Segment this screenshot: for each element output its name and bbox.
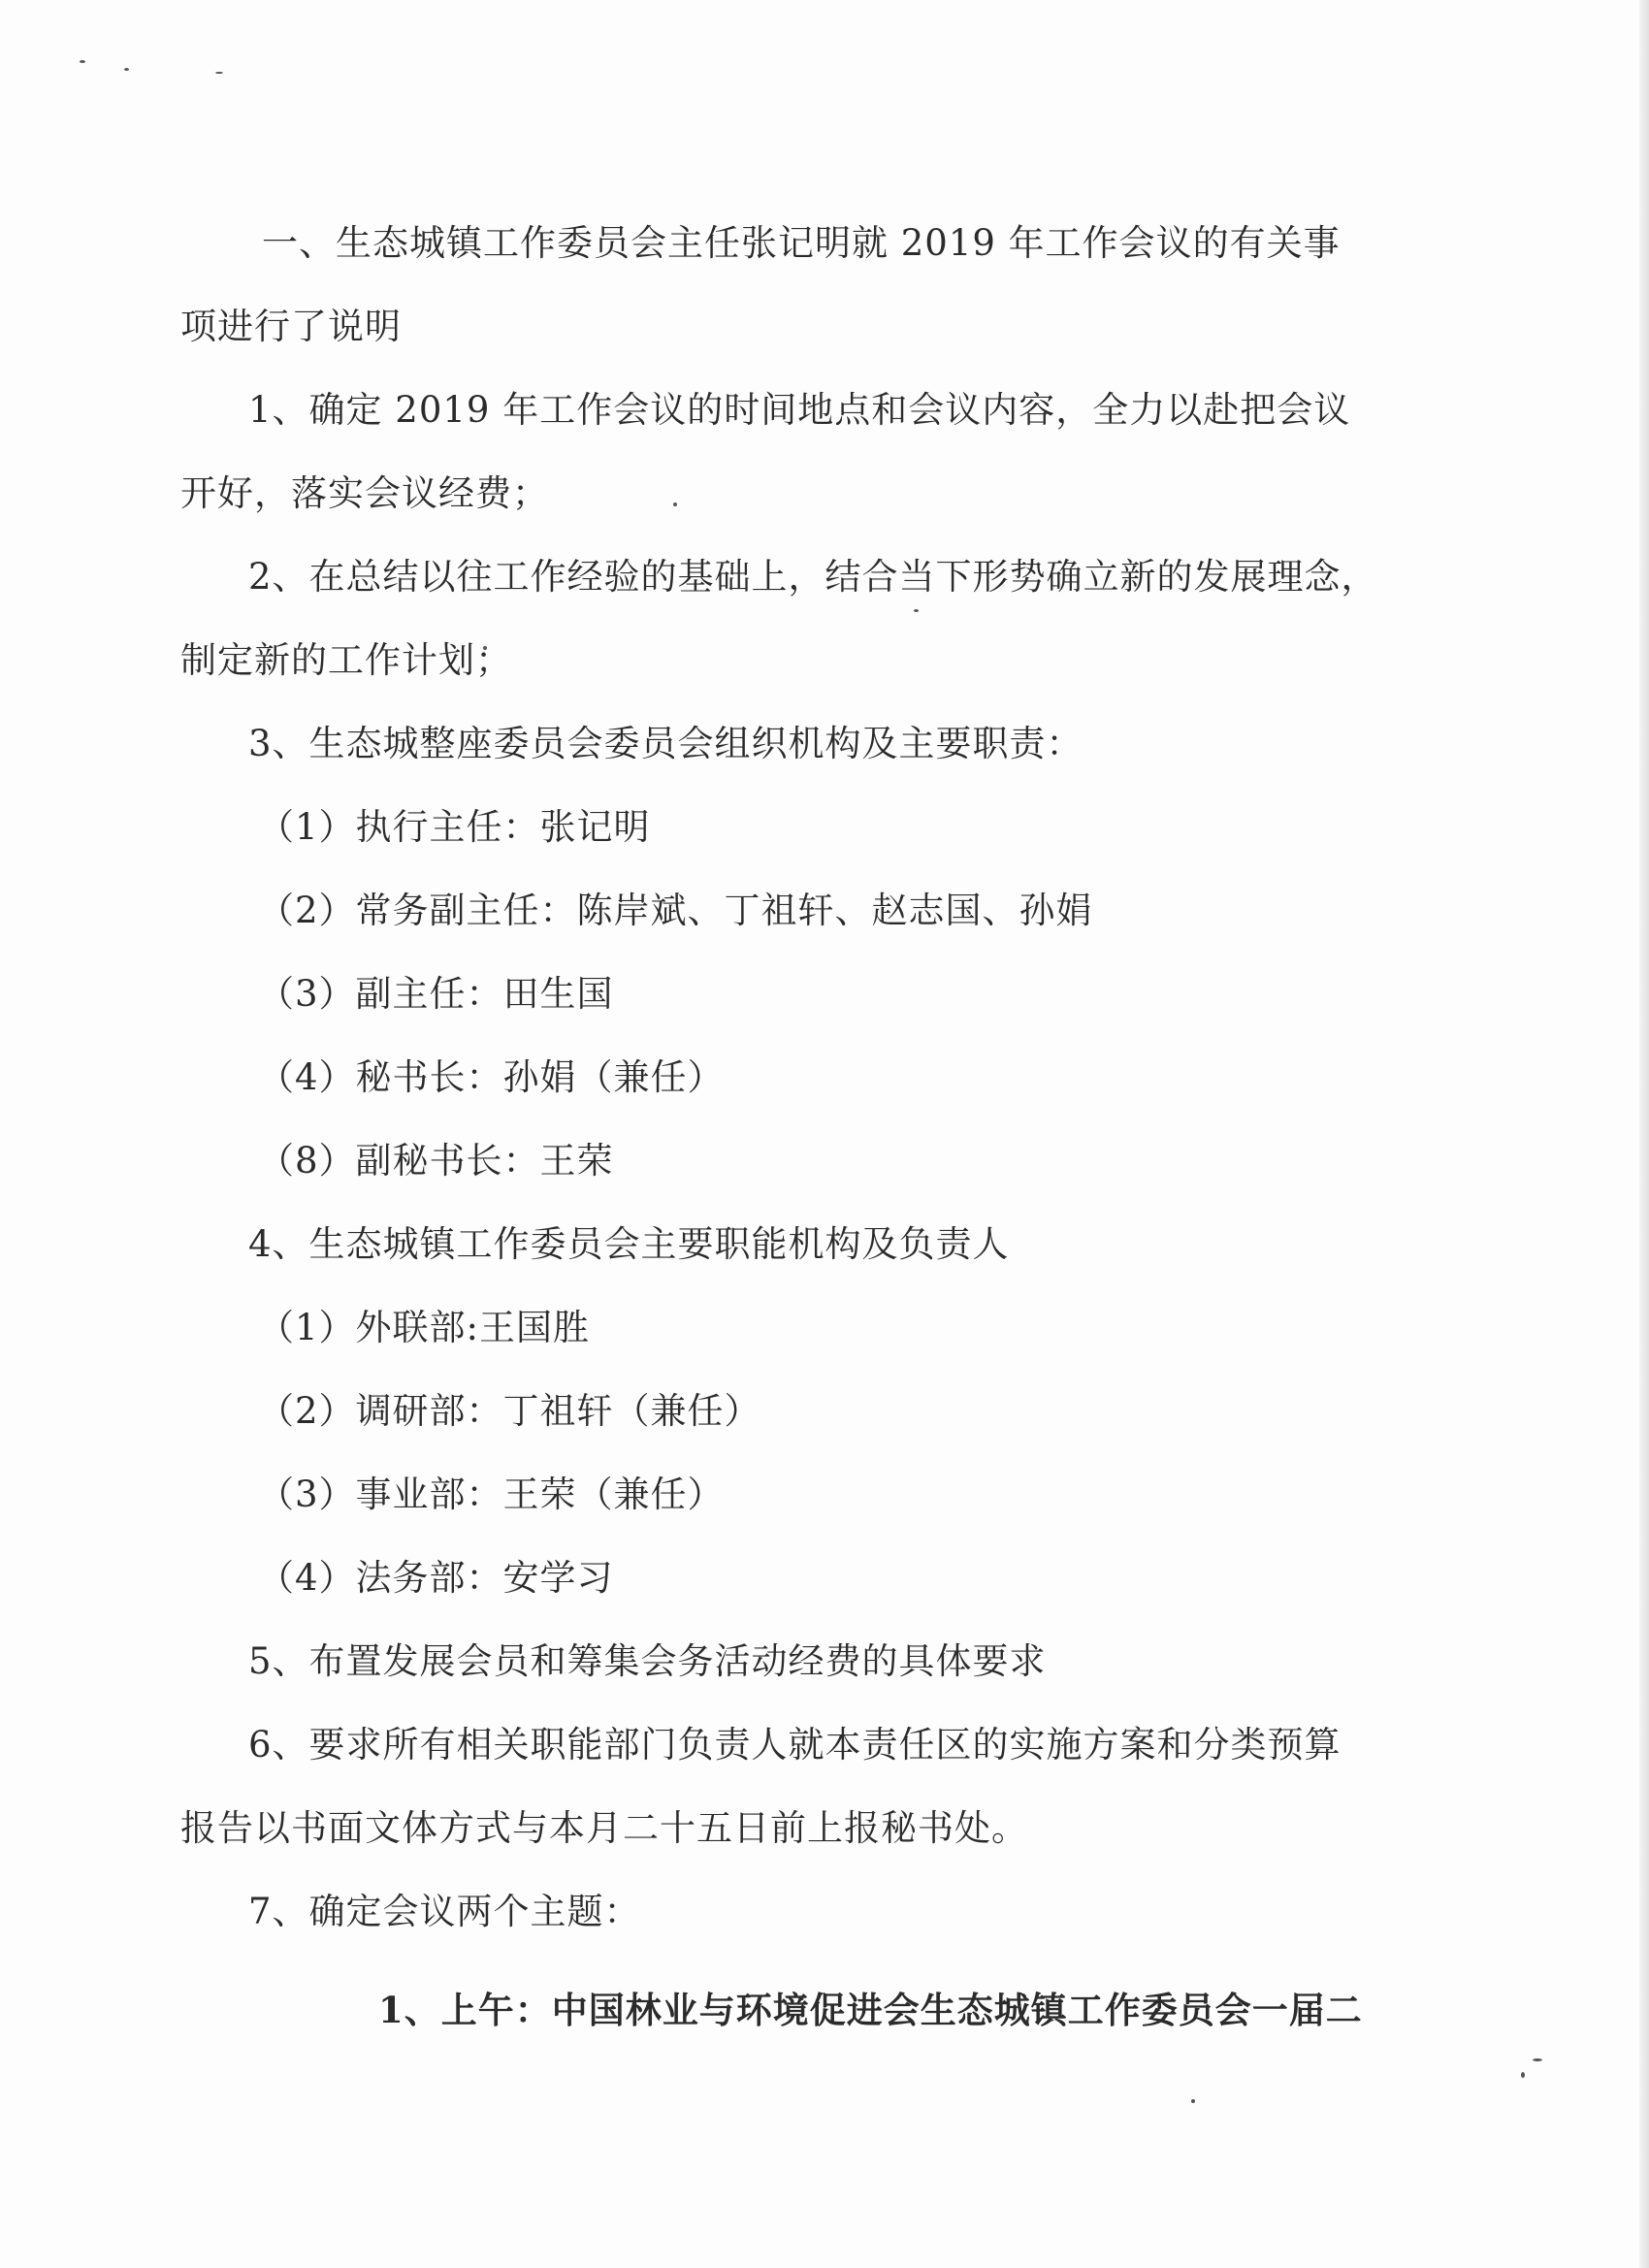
paragraph-line: 报告以书面文体方式与本月二十五日前上报秘书处。 bbox=[180, 1807, 1028, 1849]
list-item: 4、生态城镇工作委员会主要职能机构及负责人 bbox=[248, 1223, 1010, 1265]
sub-list-item: （3）副主任：田生国 bbox=[258, 973, 614, 1015]
list-item: 2、在总结以往工作经验的基础上，结合当下形势确立新的发展理念， bbox=[248, 556, 1378, 598]
sub-list-item: （3）事业部：王荣（兼任） bbox=[258, 1474, 725, 1515]
list-item: 3、生态城整座委员会委员会组织机构及主要职责： bbox=[248, 723, 1083, 764]
list-item: 5、布置发展会员和筹集会务活动经费的具体要求 bbox=[248, 1640, 1047, 1682]
list-item: 7、确定会议两个主题： bbox=[248, 1891, 641, 1932]
sub-list-item: （2）调研部：丁祖轩（兼任） bbox=[258, 1390, 761, 1432]
paragraph-line: 项进行了说明 bbox=[180, 306, 402, 347]
sub-list-item: （4）法务部：安学习 bbox=[258, 1557, 614, 1599]
sub-list-item: （8）副秘书长：王荣 bbox=[258, 1140, 614, 1182]
list-item: 6、要求所有相关职能部门负责人就本责任区的实施方案和分类预算 bbox=[248, 1724, 1342, 1766]
list-item: 1、确定 2019 年工作会议的时间地点和会议内容，全力以赴把会议 bbox=[248, 389, 1351, 431]
sub-list-item: （1）外联部:王国胜 bbox=[258, 1307, 591, 1348]
sub-list-item: （1）执行主任：张记明 bbox=[258, 806, 651, 848]
section-heading: 一、生态城镇工作委员会主任张记明就 2019 年工作会议的有关事 bbox=[262, 222, 1341, 264]
theme-item: 1、上午：中国林业与环境促进会生态城镇工作委员会一届二 bbox=[378, 1989, 1363, 2031]
paragraph-line: 开好，落实会议经费； bbox=[180, 472, 549, 514]
paragraph-line: 制定新的工作计划； bbox=[180, 639, 512, 681]
sub-list-item: （2）常务副主任：陈岸斌、丁祖轩、赵志国、孙娟 bbox=[258, 890, 1093, 931]
sub-list-item: （4）秘书长：孙娟（兼任） bbox=[258, 1056, 725, 1098]
